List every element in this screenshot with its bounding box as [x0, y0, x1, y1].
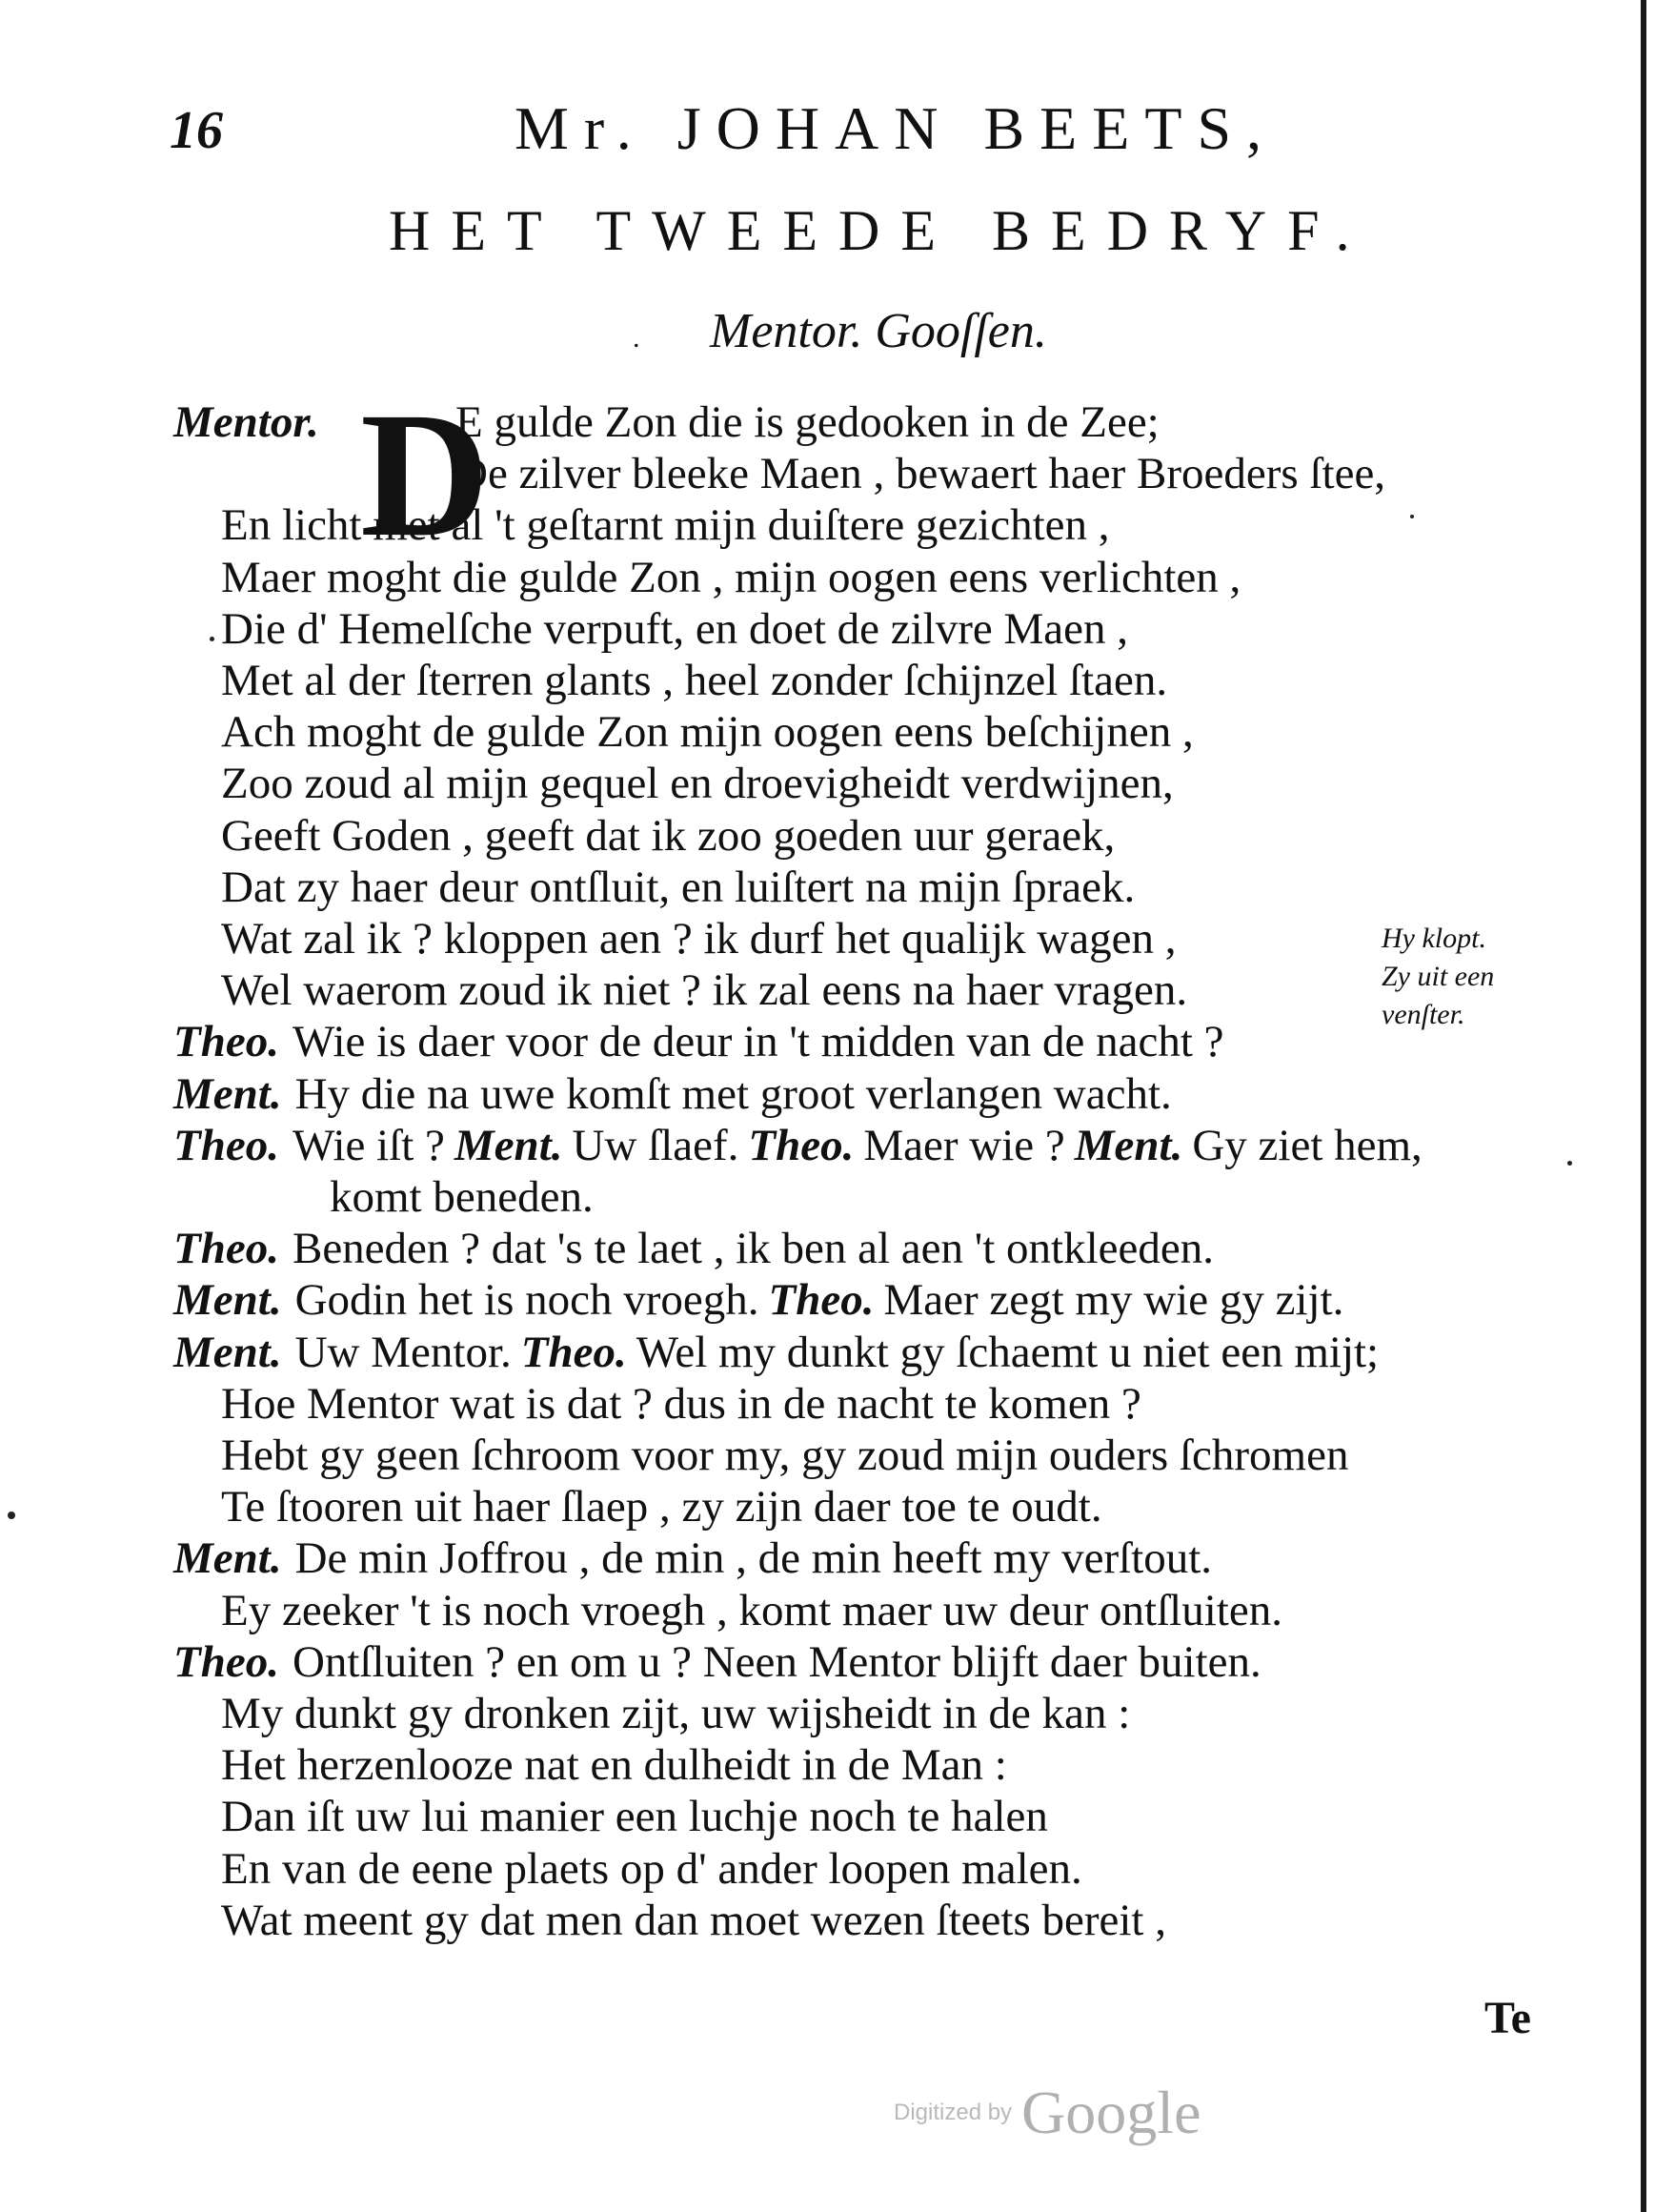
verse-line: [173, 1327, 1379, 1378]
verse-text: Wel waerom zoud ik niet ? ik zal eens na haer vragen.: [221, 965, 1188, 1015]
inline-speaker-label: Ment.: [1074, 1121, 1183, 1170]
verse-line: [221, 1791, 1048, 1842]
stage-direction-line: Zy uit een: [1382, 961, 1495, 992]
verse-line: [173, 396, 1160, 448]
verse-line: [221, 1843, 1082, 1895]
verse-text: Hebt gy geen ſchroom voor my, gy zoud mijn ouders ſchromen: [221, 1431, 1349, 1480]
page-edge-rule: [1641, 0, 1646, 2212]
verse-text: Wie is daer voor de deur in 't midden van de nacht ?: [292, 1017, 1224, 1066]
ink-speck: [210, 637, 214, 641]
verse-line: [221, 964, 1187, 1016]
verse-line: [221, 1481, 1102, 1532]
act-title: HET TWEEDE BEDRYF.: [389, 199, 1371, 262]
verse-text: Wat meent gy dat men dan moet wezen ſteets bereit ,: [221, 1896, 1166, 1945]
verse-text: komt beneden.: [330, 1172, 594, 1222]
verse-text: De zilver bleeke Maen , bewaert haer Broeders ſtee,: [455, 449, 1386, 498]
verse-line: [330, 1171, 594, 1223]
inline-speaker-label: Theo.: [520, 1328, 627, 1377]
verse-text: De min Joffrou , de min , de min heeft my verſtout.: [294, 1533, 1213, 1583]
verse-text: Hoe Mentor wat is dat ? dus in de nacht te komen ?: [221, 1379, 1141, 1429]
verse-text: En licht met al 't geſtarnt mijn duiſtere gezichten ,: [221, 500, 1110, 550]
verse-text: Te ſtooren uit haer ſlaep , zy zijn daer toe te oudt.: [221, 1482, 1102, 1532]
scene-characters: Mentor. Gooſſen.: [710, 304, 1047, 358]
verse-text: Godin het is noch vroegh.: [294, 1275, 759, 1325]
verse-text: Zoo zoud al mijn gequel en droevigheidt verdwijnen,: [221, 759, 1174, 808]
verse-text: Ey zeeker 't is noch vroegh , komt maer uw deur ontſluiten.: [221, 1586, 1282, 1635]
verse-text: Wie iſt ?: [292, 1121, 445, 1170]
verse-text: Uw Mentor.: [294, 1328, 512, 1377]
verse-line: [221, 499, 1110, 551]
running-head: Mr. JOHAN BEETS,: [515, 94, 1278, 162]
verse-line: [221, 1688, 1130, 1739]
verse-line: [221, 706, 1194, 758]
ink-speck: [1410, 515, 1414, 518]
verse-line: [221, 1430, 1348, 1481]
speaker-label: Theo.: [173, 1224, 279, 1273]
inline-speaker-label: Ment.: [454, 1121, 563, 1170]
speaker-label: Theo.: [173, 1017, 279, 1066]
page-number: 16: [170, 101, 223, 160]
digitized-by-text: Digitized by: [894, 2100, 1013, 2125]
verse-text: Gy ziet hem,: [1192, 1121, 1423, 1170]
verse-text: Met al der ſterren glants , heel zonder ſchijnzel ſtaen.: [221, 656, 1168, 705]
speaker-label: Ment.: [173, 1328, 282, 1377]
verse-line: [173, 1068, 1172, 1120]
verse-text: Het herzenlooze nat en dulheidt in de Man :: [221, 1740, 1007, 1790]
verse-text: Maer zegt my wie gy zijt.: [883, 1275, 1344, 1325]
verse-line: [221, 1585, 1282, 1636]
drop-cap: D: [360, 375, 490, 574]
verse-text: Hy die na uwe komſt met groot verlangen wacht.: [294, 1069, 1172, 1119]
speaker-label: Ment.: [173, 1069, 282, 1119]
speaker-label: Ment.: [173, 1275, 282, 1325]
inline-speaker-label: Theo.: [768, 1275, 875, 1325]
verse-line: [221, 810, 1115, 862]
verse-line: [221, 603, 1128, 655]
speaker-label: Theo.: [173, 1637, 279, 1687]
speaker-label: Mentor.: [173, 397, 319, 447]
verse-line: [221, 552, 1241, 603]
verse-line: [455, 448, 1385, 499]
digitized-by-watermark: [894, 2078, 1201, 2148]
verse-line: [173, 1223, 1214, 1274]
verse-text: E gulde Zon die is gedooken in de Zee;: [455, 397, 1160, 447]
verse-line: [173, 1120, 1423, 1171]
verse-line: [221, 1378, 1141, 1430]
ink-speck: [8, 1512, 15, 1519]
verse-text: Wat zal ik ? kloppen aen ? ik durf het qualijk wagen ,: [221, 914, 1177, 964]
verse-text: Die d' Hemelſche verpuft, en doet de zilvre Maen ,: [221, 604, 1129, 654]
verse-line: [221, 1895, 1166, 1946]
speaker-label: Theo.: [173, 1121, 279, 1170]
verse-line: [173, 1532, 1212, 1584]
verse-line: [221, 913, 1176, 964]
verse-line: [173, 1636, 1261, 1688]
verse-line: [221, 655, 1167, 706]
verse-line: [221, 1739, 1007, 1791]
verse-text: Geeft Goden , geeft dat ik zoo goeden uur geraek,: [221, 811, 1116, 861]
verse-text: Ach moght de gulde Zon mijn oogen eens beſchijnen ,: [221, 707, 1194, 757]
verse-text: Dat zy haer deur ontſluit, en luiſtert na mijn ſpraek.: [221, 862, 1136, 912]
google-logo: Google: [1021, 2079, 1201, 2146]
verse-line: [221, 862, 1135, 913]
verse-text: Uw ſlaef.: [572, 1121, 739, 1170]
verse-text: Ontſluiten ? en om u ? Neen Mentor blijft daer buiten.: [292, 1637, 1261, 1687]
verse-text: En van de eene plaets op d' ander loopen malen.: [221, 1844, 1082, 1894]
verse-line: [221, 758, 1174, 809]
speaker-label: Ment.: [173, 1533, 282, 1583]
scene-dot: .: [633, 322, 640, 354]
verse-line: [173, 1274, 1343, 1326]
stage-direction-line: Hy klopt.: [1382, 923, 1486, 954]
verse-text: Maer wie ?: [863, 1121, 1065, 1170]
inline-speaker-label: Theo.: [748, 1121, 855, 1170]
ink-speck: [1567, 1161, 1572, 1166]
verse-line: [173, 1016, 1224, 1067]
verse-text: My dunkt gy dronken zijt, uw wijsheidt in de kan :: [221, 1689, 1131, 1738]
catchword: Te: [1484, 1993, 1531, 2043]
verse-text: Wel my dunkt gy ſchaemt u niet een mijt;: [636, 1328, 1380, 1377]
verse-text: Maer moght die gulde Zon , mijn oogen eens verlichten ,: [221, 553, 1241, 602]
verse-text: Dan iſt uw lui manier een luchje noch te halen: [221, 1792, 1048, 1841]
stage-direction-line: venſter.: [1382, 999, 1465, 1030]
verse-text: Beneden ? dat 's te laet , ik ben al aen 't ontkleeden.: [292, 1224, 1214, 1273]
